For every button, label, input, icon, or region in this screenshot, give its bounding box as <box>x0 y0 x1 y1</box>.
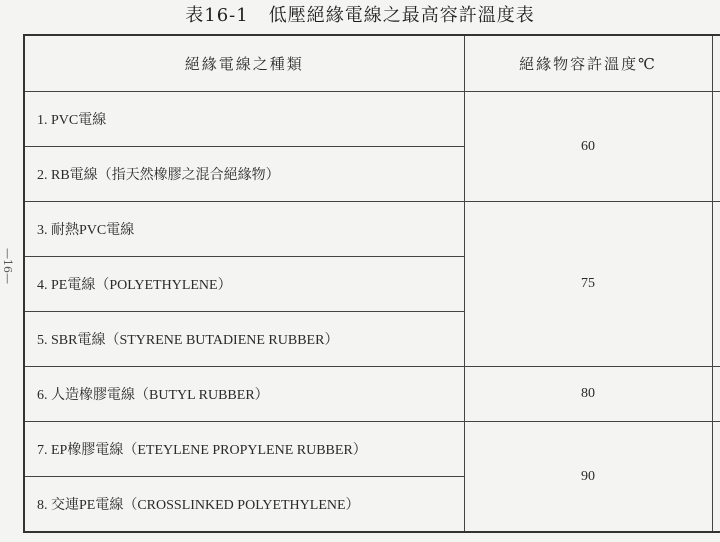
wire-type-cell: 6. 人造橡膠電線（BUTYL RUBBER） <box>24 367 464 422</box>
extra-cell <box>712 92 720 202</box>
temperature-cell: 90 <box>464 422 712 533</box>
wire-type-cell: 7. EP橡膠電線（ETEYLENE PROPYLENE RUBBER） <box>24 422 464 477</box>
header-wire-type: 絕緣電線之種類 <box>24 35 464 92</box>
extra-cell <box>712 367 720 422</box>
wire-type-cell: 3. 耐熱PVC電線 <box>24 202 464 257</box>
wire-type-cell: 8. 交連PE電線（CROSSLINKED POLYETHYLENE） <box>24 477 464 533</box>
temperature-table <box>23 34 720 533</box>
page-number: —16— <box>1 248 14 284</box>
table-row <box>24 202 720 257</box>
table-number: 表16-1 <box>185 5 249 26</box>
table-row <box>24 92 720 147</box>
extra-cell <box>712 202 720 367</box>
table-row <box>24 422 720 477</box>
wire-type-cell: 2. RB電線（指天然橡膠之混合絕緣物） <box>24 147 464 202</box>
temperature-cell: 75 <box>464 202 712 367</box>
temperature-cell: 80 <box>464 367 712 422</box>
wire-type-cell: 5. SBR電線（STYRENE BUTADIENE RUBBER） <box>24 312 464 367</box>
table-title-text: 低壓絕緣電線之最高容許溫度表 <box>268 5 535 26</box>
header-row <box>24 35 720 92</box>
table-title <box>0 2 720 30</box>
header-extra-column <box>712 35 720 92</box>
wire-type-cell: 4. PE電線（POLYETHYLENE） <box>24 257 464 312</box>
wire-type-cell: 1. PVC電線 <box>24 92 464 147</box>
extra-cell <box>712 422 720 533</box>
header-max-temp: 絕緣物容許溫度℃ <box>464 35 712 92</box>
temperature-cell: 60 <box>464 92 712 202</box>
table-row <box>24 367 720 422</box>
